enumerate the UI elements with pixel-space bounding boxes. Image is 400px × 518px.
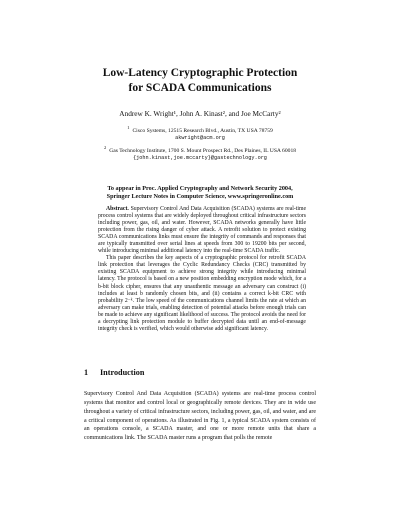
abstract-label: Abstract. xyxy=(106,206,129,212)
intro-paragraph: Supervisory Control And Data Acquisition (SCADA) systems are real-time process control systems that monitor and control local or geographically remote devices. They are in wide use throughout a variety of critical infrastructure sectors, including power, gas, oil, and water, and are a critical component of operations. As illustrated in Fig. 1, a typical SCADA system consists of an operations console, a SCADA master, and one or more remote units that share a communications link. The SCADA master runs a program that polls the remote xyxy=(84,391,316,442)
affiliation-marker: 2 xyxy=(103,145,107,150)
publication-note xyxy=(0,185,400,201)
paper-title xyxy=(0,66,400,95)
title-line-1: Low-Latency Cryptographic Protection xyxy=(102,67,298,79)
affiliation-marker: 1 xyxy=(127,125,130,130)
title-line-2: for SCADA Communications xyxy=(128,81,272,94)
section-heading xyxy=(84,368,324,378)
affiliation-1 xyxy=(0,124,400,142)
section-number: 1 xyxy=(84,368,89,377)
affiliation-email: {john.kinast,joe.mccarty}@gastechnology.org xyxy=(133,154,267,161)
intro-body xyxy=(84,390,316,443)
author-list: Andrew K. Wright¹, John A. Kinast², and Joe McCarty² xyxy=(119,109,281,118)
section-title: Introduction xyxy=(100,368,145,377)
publication-note-line-2: Springer Lecture Notes in Computer Science, www.springeronline.com xyxy=(106,193,294,200)
abstract xyxy=(98,206,306,333)
affiliation-address: Cisco Systems, 12515 Research Blvd., Austin, TX USA 78759 xyxy=(132,127,273,134)
abstract-paragraph-1: Supervisory Control And Data Acquisition (SCADA) systems are real-time process control systems that are widely deployed throughout critical infrastructure sectors including power, gas, oil, and water. However, SCADA networks generally have little protection from the rising danger of cyber attack. A retrofit solution to protect existing SCADA communications links must ensure the integrity of commands and responses that are typically transmitted over serial lines at speeds from 300 to 19200 bits per second, while introducing minimal additional latency into the real-time SCADA traffic. xyxy=(98,206,306,255)
affiliation-address: Gas Technology Institute, 1700 S. Mount Prospect Rd., Des Plaines, IL USA 60018 xyxy=(109,147,297,154)
abstract-paragraph-2: This paper describes the key aspects of a cryptographic protocol for retrofit SCADA link protection that leverages the Cyclic Redundancy Checks (CRC) transmitted by existing SCADA equipment to achieve strong integrity while introducing minimal latency. The protocol is based on a new position embedding encryption mode which, for a b-bit block cipher, ensures that any unauthentic message an adversary can construct (i) includes at least b randomly chosen bits, and (ii) contains a correct k-bit CRC with probability 2⁻ᵏ. The low speed of the communications channel limits the rate at which an adversary can make trials, enabling detection of potential attacks before enough trials can be made to achieve any significant likelihood of success. The protocol avoids the need for a decrypting link protection module to buffer decrypted data until an end-of-message integrity check is verified, which would otherwise add significant latency. xyxy=(98,255,306,332)
affiliation-email: akwright@acm.org xyxy=(175,134,225,141)
publication-note-line-1: To appear in Proc. Applied Cryptography and Network Security 2004, xyxy=(107,185,293,192)
affiliation-2 xyxy=(0,144,400,162)
